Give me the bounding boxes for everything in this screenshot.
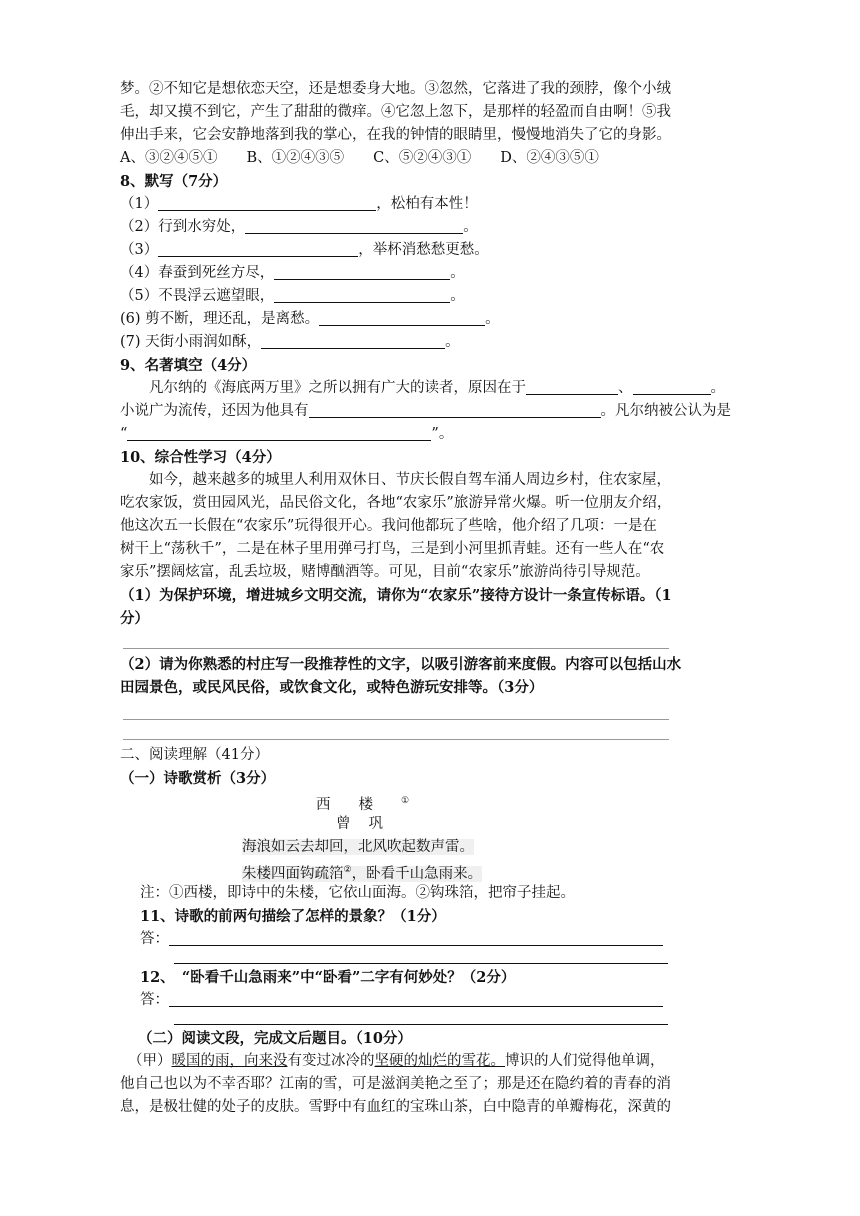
q8-item-post: 。 xyxy=(463,219,478,235)
q9-quote-close: ”。 xyxy=(431,426,454,442)
q9-heading: 9、名著填空（4分） xyxy=(120,357,257,374)
poem-title-text: 西楼 xyxy=(316,796,401,813)
poem-author: 曾巩 xyxy=(336,816,401,832)
q7-text-line: 毛，却又摸不到它，产生了甜甜的微痒。④它忽上忽下，是那样的轻盈而自由啊！⑤我 xyxy=(120,104,671,120)
q8-item-pre: （2）行到水穷处， xyxy=(120,219,246,235)
prose-line: 他自己也以为不幸否耶？江南的雪，可是滋润美艳之至了；那是还在隐约着的青春的消 xyxy=(120,1076,671,1092)
answer-blank[interactable] xyxy=(127,424,431,441)
q8-item-post: 。 xyxy=(445,334,460,350)
q8-item-post: 。 xyxy=(450,288,465,304)
q9-line-1 xyxy=(120,377,800,400)
q8-item-6 xyxy=(120,308,800,331)
q10-sub2-cont: 田园景色，或民风民俗，或饮食文化，或特色游玩安排等。（3分） xyxy=(120,679,544,696)
answer-blank[interactable] xyxy=(245,217,463,234)
q9-line-3 xyxy=(120,423,800,446)
answer-label: 答： xyxy=(140,931,169,947)
prose-line-1 xyxy=(120,1050,800,1073)
q8-item-4 xyxy=(120,262,800,285)
q10-para-line: 他这次五一长假在“农家乐”玩得很开心。我问他都玩了些啥，他介绍了几项：一是在 xyxy=(120,518,657,534)
q11-answer xyxy=(120,928,800,951)
reading-heading: 二、阅读理解（41分） xyxy=(120,747,269,763)
prose-underlined: 暖国的雨，向来没 xyxy=(171,1053,288,1069)
q8-item-3 xyxy=(120,239,800,262)
answer-blank[interactable] xyxy=(261,332,445,349)
q8-item-7 xyxy=(120,331,800,354)
answer-line[interactable] xyxy=(169,929,663,946)
answer-blank[interactable] xyxy=(526,378,618,395)
exam-page xyxy=(120,78,800,1119)
q8-item-1 xyxy=(120,193,800,216)
answer-blank[interactable] xyxy=(309,401,601,418)
q8-item-pre: （4）春蚕到死丝方尽， xyxy=(120,265,275,281)
poem-title xyxy=(120,790,800,813)
poem-line-part: 朱楼四面钩疏箔 xyxy=(242,865,344,882)
poem-line-text xyxy=(242,866,482,882)
poem-section-heading: （一）诗歌赏析（3分） xyxy=(120,770,276,787)
prose-label: （甲） xyxy=(128,1053,172,1069)
q8-item-pre: (6) 剪不断，理还乱，是离愁。 xyxy=(120,311,320,327)
q8-item-post: 。 xyxy=(485,311,500,327)
q9-quote-open: “ xyxy=(120,426,128,442)
q12: 12、 “卧看千山急雨来”中“卧看”二字有何妙处？（2分） xyxy=(140,969,516,986)
poem-line-note: ② xyxy=(343,865,352,875)
poem-line-text: 海浪如云去却回，北风吹起数声雷。 xyxy=(242,839,474,855)
q9-sep: 、 xyxy=(618,380,633,396)
q8-item-pre: （3） xyxy=(120,242,159,258)
prose-text: 有变过冰冷的 xyxy=(287,1053,375,1069)
q7-text-line: 伸出手来，它会安静地落到我的掌心，在我的钟情的眼睛里，慢慢地消失了它的身影。 xyxy=(120,127,671,143)
q8-heading: 8、默写（7分） xyxy=(120,173,228,190)
answer-blank[interactable] xyxy=(274,263,450,280)
poem-line-1 xyxy=(120,836,800,859)
q11: 11、诗歌的前两句描绘了怎样的景象？（1分） xyxy=(140,908,446,925)
answer-line[interactable] xyxy=(169,990,663,1007)
answer-blank[interactable] xyxy=(319,309,485,326)
prose-text: 博识的人们觉得他单调， xyxy=(505,1053,665,1069)
poem-line-2 xyxy=(120,859,800,882)
q9-text: 。凡尔纳被公认为是 xyxy=(600,403,731,419)
q10-sub2: （2）请为你熟悉的村庄写一段推荐性的文字，以吸引游客前来度假。内容可以包括山水 xyxy=(120,656,682,673)
q9-end: 。 xyxy=(710,380,725,396)
q7-text-line: 梦。②不知它是想依恋天空，还是想委身大地。③忽然，它落进了我的颈脖，像个小绒 xyxy=(120,81,671,97)
q10-sub1: （1）为保护环境，增进城乡文明交流，请你为“农家乐”接待方设计一条宣传标语。（1 xyxy=(120,587,672,604)
q10-para-line: 家乐”摆阔炫富，乱丢垃圾，赌博酗酒等。可见，目前“农家乐”旅游尚待引导规范。 xyxy=(120,564,650,580)
poem-line-part: ，卧看千山急雨来。 xyxy=(351,865,483,882)
answer-label: 答： xyxy=(140,992,169,1008)
q8-item-pre: （1） xyxy=(120,196,159,212)
q9-line-2 xyxy=(120,400,800,423)
q12-answer xyxy=(120,989,800,1012)
q8-item-pre: （5）不畏浮云遮望眼， xyxy=(120,288,275,304)
q10-sub1-cont: 分） xyxy=(120,610,149,627)
answer-blank[interactable] xyxy=(158,194,376,211)
q10-para-line: 树干上“荡秋千”，二是在林子里用弹弓打鸟，三是到小河里抓青蛙。还有一些人在“农 xyxy=(120,541,665,557)
q10-para-line: 吃农家饭，赏田园风光，品民俗文化，各地“农家乐”旅游异常火爆。听一位朋友介绍， xyxy=(120,495,672,511)
q8-item-post: 。 xyxy=(450,265,465,281)
prose-line: 息，是极壮健的处子的皮肤。雪野中有血红的宝珠山茶，白中隐青的单瓣梅花，深黄的 xyxy=(120,1099,671,1115)
prose-section-heading: （二）阅读文段，完成文后题目。（10分） xyxy=(138,1030,412,1047)
poem-title-note: ① xyxy=(401,796,438,806)
q9-text: 凡尔纳的《海底两万里》之所以拥有广大的读者，原因在于 xyxy=(149,380,526,396)
answer-blank[interactable] xyxy=(633,378,711,395)
q10-para-line: 如今，越来越多的城里人利用双休日、节庆长假自驾车涌人周边乡村，住农家屋， xyxy=(149,472,671,488)
prose-underlined: 坚硬的灿烂的雪花。 xyxy=(374,1053,505,1069)
answer-blank[interactable] xyxy=(274,286,450,303)
q8-item-2 xyxy=(120,216,800,239)
poem-notes: 注：①西楼，即诗中的朱楼，它依山面海。②钩珠箔，把帘子挂起。 xyxy=(140,885,575,901)
q8-item-post: ，举杯消愁愁更愁。 xyxy=(358,242,489,258)
answer-rule xyxy=(174,963,668,964)
q7-options: A、③②④⑤① B、①②④③⑤ C、⑤②④③① D、②④③⑤① xyxy=(120,150,599,166)
q8-item-pre: (7) 天街小雨润如酥， xyxy=(120,334,262,350)
answer-rule xyxy=(174,1024,668,1025)
q8-item-post: ，松柏有本性！ xyxy=(376,196,478,212)
q8-item-5 xyxy=(120,285,800,308)
q9-text: 小说广为流传，还因为他具有 xyxy=(120,403,309,419)
q10-heading: 10、综合性学习（4分） xyxy=(120,449,281,466)
answer-blank[interactable] xyxy=(158,240,358,257)
